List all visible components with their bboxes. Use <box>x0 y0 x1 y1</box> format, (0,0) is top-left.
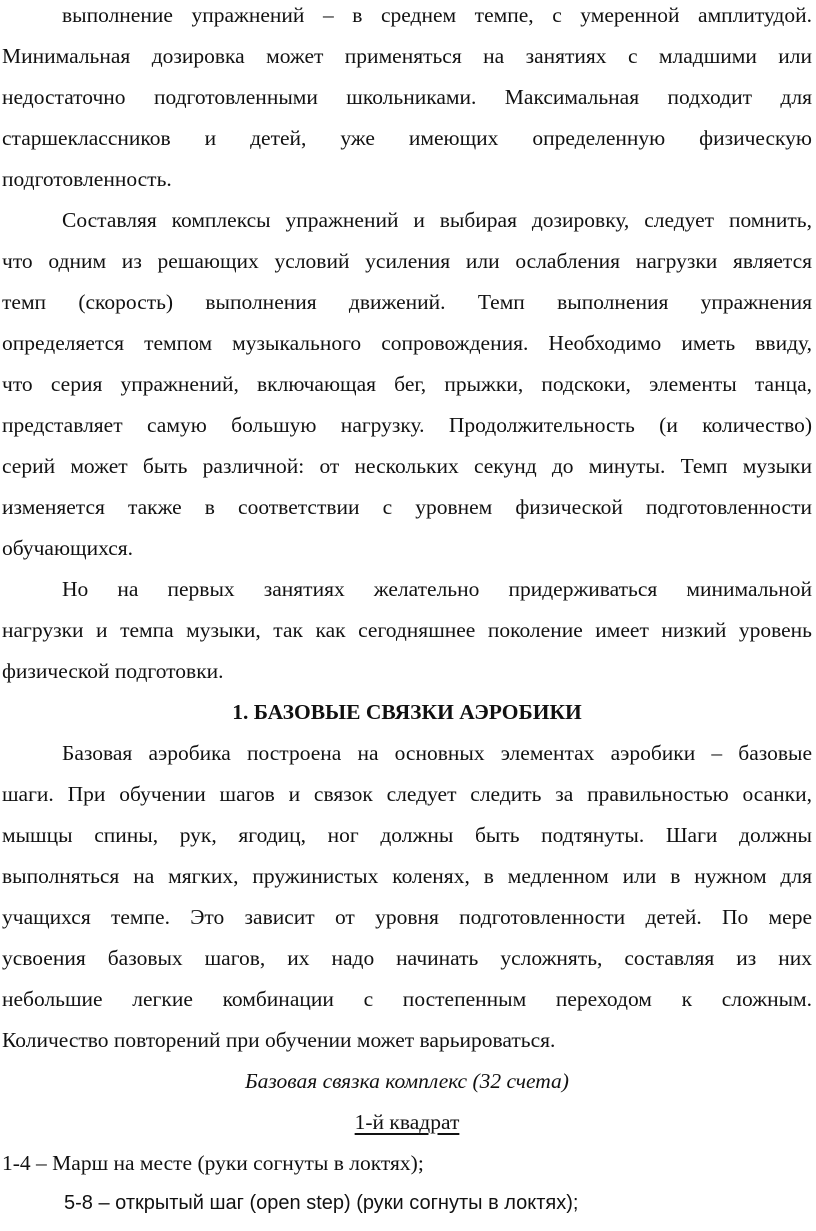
paragraph-line: небольшие легкие комбинации с постепенным переходом к сложным. <box>2 987 812 1011</box>
paragraph-line: определяется темпом музыкального сопровождения. Необходимо иметь ввиду, <box>2 331 812 355</box>
paragraph-line: шаги. При обучении шагов и связок следует следить за правильностью осанки, <box>2 782 812 806</box>
paragraph-line: Но на первых занятиях желательно придерживаться минимальной <box>62 577 812 601</box>
paragraph-line: выполняться на мягких, пружинистых коленях, в медленном или в нужном для <box>2 864 812 888</box>
paragraph-line: Базовая аэробика построена на основных элементах аэробики – базовые <box>62 741 812 765</box>
step-item: 5-8 – открытый шаг (open step) (руки согнуты в локтях); <box>64 1192 579 1214</box>
paragraph-line: обучающихся. <box>2 536 134 560</box>
paragraph-line: недостаточно подготовленными школьниками. Максимальная подходит для <box>2 85 812 109</box>
paragraph-line: представляет самую большую нагрузку. Продолжительность (и количество) <box>2 413 812 437</box>
section-heading: 1. БАЗОВЫЕ СВЯЗКИ АЭРОБИКИ <box>232 700 582 724</box>
paragraph-line: учащихся темпе. Это зависит от уровня подготовленности детей. По мере <box>2 905 812 929</box>
paragraph-line: темп (скорость) выполнения движений. Темп выполнения упражнения <box>2 290 812 314</box>
complex-subtitle: Базовая связка комплекс (32 счета) <box>245 1069 569 1093</box>
paragraph-line: Составляя комплексы упражнений и выбирая дозировку, следует помнить, <box>62 208 812 232</box>
paragraph-line: нагрузки и темпа музыки, так как сегодняшнее поколение имеет низкий уровень <box>2 618 812 642</box>
paragraph-line: что одним из решающих условий усиления или ослабления нагрузки является <box>2 249 812 273</box>
paragraph-line: мышцы спины, рук, ягодиц, ног должны быть подтянуты. Шаги должны <box>2 823 812 847</box>
paragraph-line: физической подготовки. <box>2 659 224 683</box>
paragraph-line: старшеклассников и детей, уже имеющих определенную физическую <box>2 126 812 150</box>
paragraph-line: усвоения базовых шагов, их надо начинать усложнять, составляя из них <box>2 946 812 970</box>
square-label-text: 1-й квадрат <box>354 1110 460 1134</box>
paragraph-line: изменяется также в соответствии с уровнем физической подготовленности <box>2 495 812 519</box>
paragraph-line: Количество повторений при обучении может варьироваться. <box>2 1028 556 1052</box>
step-item: 1-4 – Марш на месте (руки согнуты в локтях); <box>2 1151 424 1175</box>
paragraph-line: серий может быть различной: от нескольких секунд до минуты. Темп музыки <box>2 454 812 478</box>
paragraph-line: выполнение упражнений – в среднем темпе, с умеренной амплитудой. <box>62 3 812 27</box>
paragraph-line: подготовленность. <box>2 167 172 191</box>
paragraph-line: Минимальная дозировка может применяться на занятиях с младшими или <box>2 44 812 68</box>
square-label <box>2 1101 812 1143</box>
paragraph-line: что серия упражнений, включающая бег, прыжки, подскоки, элементы танца, <box>2 372 812 396</box>
